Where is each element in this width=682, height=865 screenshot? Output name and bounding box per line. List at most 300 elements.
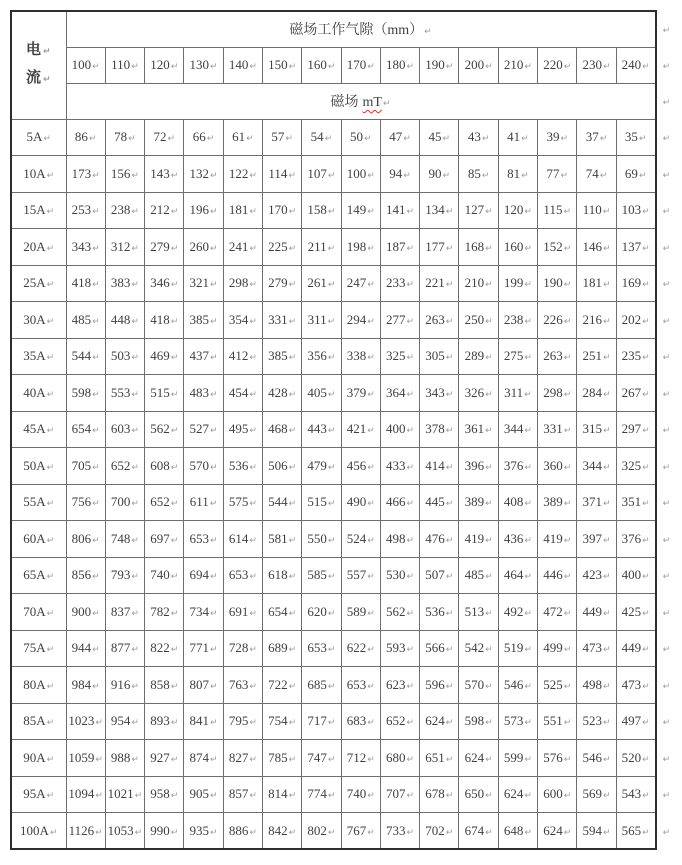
field-value-cell[interactable] [341, 521, 380, 558]
field-value-cell[interactable] [498, 302, 537, 339]
field-value-cell[interactable] [420, 594, 459, 631]
field-value-cell[interactable] [341, 667, 380, 704]
field-value-cell[interactable] [145, 229, 184, 266]
field-value-cell[interactable] [459, 302, 498, 339]
field-value-cell[interactable] [105, 375, 144, 412]
field-value-cell[interactable] [262, 229, 301, 266]
field-value-cell[interactable] [459, 630, 498, 667]
field-value-cell[interactable] [341, 119, 380, 156]
field-value-cell[interactable] [380, 338, 419, 375]
field-value-cell[interactable] [538, 302, 577, 339]
gap-column-header[interactable] [223, 47, 262, 83]
field-value-cell[interactable] [341, 740, 380, 777]
field-value-cell[interactable] [459, 375, 498, 412]
field-value-cell[interactable] [66, 156, 105, 193]
field-value-cell[interactable] [577, 338, 616, 375]
gap-title-cell[interactable] [66, 11, 656, 47]
field-value-cell[interactable] [616, 484, 655, 521]
unit-title-cell[interactable] [66, 83, 656, 119]
field-value-cell[interactable] [577, 302, 616, 339]
field-value-cell[interactable] [262, 192, 301, 229]
field-value-cell[interactable] [459, 813, 498, 850]
field-value-cell[interactable] [66, 192, 105, 229]
field-value-cell[interactable] [341, 703, 380, 740]
field-value-cell[interactable] [145, 448, 184, 485]
field-value-cell[interactable] [420, 813, 459, 850]
row-current-label[interactable] [11, 229, 66, 266]
field-value-cell[interactable] [420, 448, 459, 485]
field-value-cell[interactable] [380, 265, 419, 302]
row-current-label[interactable] [11, 302, 66, 339]
field-value-cell[interactable] [577, 448, 616, 485]
field-value-cell[interactable] [420, 740, 459, 777]
field-value-cell[interactable] [498, 265, 537, 302]
field-value-cell[interactable] [616, 594, 655, 631]
field-value-cell[interactable] [341, 375, 380, 412]
field-value-cell[interactable] [380, 302, 419, 339]
field-value-cell[interactable] [66, 776, 105, 813]
row-current-label[interactable] [11, 119, 66, 156]
field-value-cell[interactable] [498, 448, 537, 485]
field-value-cell[interactable] [577, 119, 616, 156]
field-value-cell[interactable] [341, 411, 380, 448]
field-value-cell[interactable] [223, 156, 262, 193]
field-value-cell[interactable] [341, 265, 380, 302]
field-value-cell[interactable] [302, 557, 341, 594]
field-value-cell[interactable] [223, 375, 262, 412]
field-value-cell[interactable] [223, 557, 262, 594]
field-value-cell[interactable] [184, 375, 223, 412]
field-value-cell[interactable] [262, 338, 301, 375]
field-value-cell[interactable] [538, 338, 577, 375]
field-value-cell[interactable] [223, 302, 262, 339]
field-value-cell[interactable] [302, 192, 341, 229]
field-value-cell[interactable] [66, 448, 105, 485]
field-value-cell[interactable] [184, 192, 223, 229]
field-value-cell[interactable] [459, 448, 498, 485]
field-value-cell[interactable] [105, 229, 144, 266]
field-value-cell[interactable] [223, 776, 262, 813]
gap-column-header[interactable] [184, 47, 223, 83]
field-value-cell[interactable] [577, 484, 616, 521]
field-value-cell[interactable] [66, 229, 105, 266]
field-value-cell[interactable] [302, 521, 341, 558]
field-value-cell[interactable] [223, 521, 262, 558]
field-value-cell[interactable] [577, 192, 616, 229]
field-value-cell[interactable] [577, 557, 616, 594]
field-value-cell[interactable] [145, 521, 184, 558]
field-value-cell[interactable] [498, 156, 537, 193]
field-value-cell[interactable] [498, 557, 537, 594]
field-value-cell[interactable] [380, 630, 419, 667]
gap-column-header[interactable] [616, 47, 655, 83]
row-current-label[interactable] [11, 192, 66, 229]
field-value-cell[interactable] [66, 630, 105, 667]
field-value-cell[interactable] [577, 594, 616, 631]
field-value-cell[interactable] [223, 411, 262, 448]
field-value-cell[interactable] [262, 411, 301, 448]
field-value-cell[interactable] [262, 740, 301, 777]
field-value-cell[interactable] [577, 156, 616, 193]
field-value-cell[interactable] [184, 776, 223, 813]
field-value-cell[interactable] [302, 156, 341, 193]
field-value-cell[interactable] [498, 338, 537, 375]
field-value-cell[interactable] [105, 521, 144, 558]
field-value-cell[interactable] [184, 119, 223, 156]
field-value-cell[interactable] [420, 375, 459, 412]
field-value-cell[interactable] [223, 594, 262, 631]
field-value-cell[interactable] [577, 521, 616, 558]
field-value-cell[interactable] [66, 740, 105, 777]
field-value-cell[interactable] [420, 229, 459, 266]
field-value-cell[interactable] [380, 448, 419, 485]
field-value-cell[interactable] [341, 594, 380, 631]
field-value-cell[interactable] [302, 667, 341, 704]
field-value-cell[interactable] [538, 557, 577, 594]
row-current-label[interactable] [11, 740, 66, 777]
field-value-cell[interactable] [538, 740, 577, 777]
row-current-label[interactable] [11, 521, 66, 558]
field-value-cell[interactable] [380, 813, 419, 850]
field-value-cell[interactable] [66, 484, 105, 521]
field-value-cell[interactable] [498, 740, 537, 777]
field-value-cell[interactable] [66, 703, 105, 740]
field-value-cell[interactable] [616, 265, 655, 302]
field-value-cell[interactable] [380, 776, 419, 813]
field-value-cell[interactable] [498, 630, 537, 667]
row-current-label[interactable] [11, 338, 66, 375]
field-value-cell[interactable] [262, 630, 301, 667]
field-value-cell[interactable] [341, 192, 380, 229]
field-value-cell[interactable] [66, 265, 105, 302]
field-value-cell[interactable] [498, 667, 537, 704]
field-value-cell[interactable] [145, 703, 184, 740]
field-value-cell[interactable] [616, 338, 655, 375]
field-value-cell[interactable] [66, 521, 105, 558]
field-value-cell[interactable] [184, 338, 223, 375]
field-value-cell[interactable] [66, 338, 105, 375]
field-value-cell[interactable] [420, 411, 459, 448]
field-value-cell[interactable] [420, 521, 459, 558]
field-value-cell[interactable] [105, 776, 144, 813]
field-value-cell[interactable] [105, 192, 144, 229]
field-value-cell[interactable] [498, 776, 537, 813]
field-value-cell[interactable] [577, 703, 616, 740]
field-value-cell[interactable] [145, 192, 184, 229]
field-value-cell[interactable] [184, 156, 223, 193]
field-value-cell[interactable] [184, 484, 223, 521]
field-value-cell[interactable] [420, 192, 459, 229]
field-value-cell[interactable] [459, 521, 498, 558]
field-value-cell[interactable] [538, 630, 577, 667]
field-value-cell[interactable] [184, 229, 223, 266]
field-value-cell[interactable] [105, 594, 144, 631]
field-value-cell[interactable] [302, 448, 341, 485]
field-value-cell[interactable] [302, 229, 341, 266]
field-value-cell[interactable] [145, 776, 184, 813]
field-value-cell[interactable] [341, 229, 380, 266]
field-value-cell[interactable] [145, 594, 184, 631]
field-value-cell[interactable] [105, 338, 144, 375]
gap-column-header[interactable] [420, 47, 459, 83]
field-value-cell[interactable] [538, 776, 577, 813]
row-current-label[interactable] [11, 667, 66, 704]
gap-column-header[interactable] [380, 47, 419, 83]
field-value-cell[interactable] [616, 667, 655, 704]
field-value-cell[interactable] [184, 557, 223, 594]
field-value-cell[interactable] [145, 667, 184, 704]
field-value-cell[interactable] [145, 557, 184, 594]
field-value-cell[interactable] [498, 703, 537, 740]
field-value-cell[interactable] [498, 192, 537, 229]
field-value-cell[interactable] [616, 740, 655, 777]
row-current-label[interactable] [11, 448, 66, 485]
field-value-cell[interactable] [66, 119, 105, 156]
field-value-cell[interactable] [145, 119, 184, 156]
field-value-cell[interactable] [616, 229, 655, 266]
field-value-cell[interactable] [380, 411, 419, 448]
field-value-cell[interactable] [105, 156, 144, 193]
field-value-cell[interactable] [420, 302, 459, 339]
field-value-cell[interactable] [223, 630, 262, 667]
field-value-cell[interactable] [616, 302, 655, 339]
field-value-cell[interactable] [616, 813, 655, 850]
field-value-cell[interactable] [380, 594, 419, 631]
field-value-cell[interactable] [380, 229, 419, 266]
field-value-cell[interactable] [459, 703, 498, 740]
field-value-cell[interactable] [538, 411, 577, 448]
field-value-cell[interactable] [262, 667, 301, 704]
field-value-cell[interactable] [616, 192, 655, 229]
field-value-cell[interactable] [66, 813, 105, 850]
field-value-cell[interactable] [66, 302, 105, 339]
field-value-cell[interactable] [380, 667, 419, 704]
field-value-cell[interactable] [459, 411, 498, 448]
field-value-cell[interactable] [145, 740, 184, 777]
field-value-cell[interactable] [262, 484, 301, 521]
field-value-cell[interactable] [145, 813, 184, 850]
field-value-cell[interactable] [577, 776, 616, 813]
field-value-cell[interactable] [616, 776, 655, 813]
field-value-cell[interactable] [223, 119, 262, 156]
gap-column-header[interactable] [577, 47, 616, 83]
field-value-cell[interactable] [302, 119, 341, 156]
field-value-cell[interactable] [616, 448, 655, 485]
row-current-label[interactable] [11, 630, 66, 667]
field-value-cell[interactable] [459, 156, 498, 193]
field-value-cell[interactable] [420, 776, 459, 813]
field-value-cell[interactable] [66, 667, 105, 704]
field-value-cell[interactable] [262, 302, 301, 339]
field-value-cell[interactable] [145, 411, 184, 448]
field-value-cell[interactable] [302, 740, 341, 777]
field-value-cell[interactable] [616, 156, 655, 193]
field-value-cell[interactable] [302, 302, 341, 339]
field-value-cell[interactable] [262, 448, 301, 485]
field-value-cell[interactable] [577, 265, 616, 302]
field-value-cell[interactable] [459, 667, 498, 704]
field-value-cell[interactable] [184, 448, 223, 485]
field-value-cell[interactable] [420, 156, 459, 193]
field-value-cell[interactable] [498, 521, 537, 558]
field-value-cell[interactable] [105, 302, 144, 339]
field-value-cell[interactable] [105, 813, 144, 850]
field-value-cell[interactable] [302, 776, 341, 813]
field-value-cell[interactable] [538, 813, 577, 850]
field-value-cell[interactable] [105, 703, 144, 740]
gap-column-header[interactable] [105, 47, 144, 83]
field-value-cell[interactable] [184, 740, 223, 777]
field-value-cell[interactable] [459, 557, 498, 594]
field-value-cell[interactable] [302, 703, 341, 740]
field-value-cell[interactable] [459, 776, 498, 813]
gap-column-header[interactable] [262, 47, 301, 83]
field-value-cell[interactable] [538, 484, 577, 521]
field-value-cell[interactable] [498, 484, 537, 521]
field-value-cell[interactable] [184, 265, 223, 302]
field-value-cell[interactable] [616, 375, 655, 412]
row-current-label[interactable] [11, 484, 66, 521]
field-value-cell[interactable] [262, 375, 301, 412]
field-value-cell[interactable] [145, 156, 184, 193]
field-value-cell[interactable] [341, 302, 380, 339]
field-value-cell[interactable] [498, 411, 537, 448]
field-value-cell[interactable] [498, 594, 537, 631]
field-value-cell[interactable] [341, 557, 380, 594]
field-value-cell[interactable] [538, 448, 577, 485]
field-value-cell[interactable] [498, 813, 537, 850]
field-value-cell[interactable] [302, 375, 341, 412]
field-value-cell[interactable] [420, 484, 459, 521]
field-value-cell[interactable] [184, 813, 223, 850]
field-value-cell[interactable] [105, 484, 144, 521]
field-value-cell[interactable] [262, 776, 301, 813]
field-value-cell[interactable] [341, 156, 380, 193]
field-value-cell[interactable] [341, 338, 380, 375]
field-value-cell[interactable] [577, 813, 616, 850]
field-value-cell[interactable] [538, 594, 577, 631]
field-value-cell[interactable] [105, 740, 144, 777]
field-value-cell[interactable] [341, 448, 380, 485]
field-value-cell[interactable] [380, 557, 419, 594]
field-value-cell[interactable] [538, 521, 577, 558]
field-value-cell[interactable] [302, 813, 341, 850]
field-value-cell[interactable] [459, 594, 498, 631]
field-value-cell[interactable] [105, 411, 144, 448]
field-value-cell[interactable] [184, 703, 223, 740]
field-value-cell[interactable] [184, 302, 223, 339]
field-value-cell[interactable] [184, 521, 223, 558]
field-value-cell[interactable] [616, 119, 655, 156]
field-value-cell[interactable] [223, 338, 262, 375]
row-current-label[interactable] [11, 813, 66, 850]
field-value-cell[interactable] [145, 265, 184, 302]
field-value-cell[interactable] [184, 411, 223, 448]
row-current-label[interactable] [11, 265, 66, 302]
field-value-cell[interactable] [616, 521, 655, 558]
field-value-cell[interactable] [145, 375, 184, 412]
row-current-label[interactable] [11, 557, 66, 594]
field-value-cell[interactable] [262, 813, 301, 850]
field-value-cell[interactable] [380, 119, 419, 156]
field-value-cell[interactable] [420, 338, 459, 375]
field-value-cell[interactable] [302, 484, 341, 521]
field-value-cell[interactable] [184, 630, 223, 667]
field-value-cell[interactable] [105, 265, 144, 302]
field-value-cell[interactable] [498, 119, 537, 156]
row-current-label[interactable] [11, 703, 66, 740]
field-value-cell[interactable] [380, 375, 419, 412]
field-value-cell[interactable] [459, 265, 498, 302]
field-value-cell[interactable] [223, 265, 262, 302]
field-value-cell[interactable] [577, 740, 616, 777]
field-value-cell[interactable] [302, 265, 341, 302]
field-value-cell[interactable] [459, 740, 498, 777]
gap-column-header[interactable] [538, 47, 577, 83]
field-value-cell[interactable] [145, 338, 184, 375]
field-value-cell[interactable] [223, 192, 262, 229]
field-value-cell[interactable] [616, 630, 655, 667]
gap-column-header[interactable] [66, 47, 105, 83]
field-value-cell[interactable] [262, 703, 301, 740]
field-value-cell[interactable] [262, 521, 301, 558]
field-value-cell[interactable] [262, 119, 301, 156]
field-value-cell[interactable] [341, 813, 380, 850]
field-value-cell[interactable] [184, 594, 223, 631]
field-value-cell[interactable] [302, 411, 341, 448]
field-value-cell[interactable] [420, 667, 459, 704]
field-value-cell[interactable] [380, 703, 419, 740]
field-value-cell[interactable] [262, 557, 301, 594]
field-value-cell[interactable] [262, 156, 301, 193]
field-value-cell[interactable] [577, 411, 616, 448]
field-value-cell[interactable] [459, 338, 498, 375]
field-value-cell[interactable] [380, 740, 419, 777]
field-value-cell[interactable] [420, 557, 459, 594]
row-current-label[interactable] [11, 375, 66, 412]
field-value-cell[interactable] [538, 156, 577, 193]
field-value-cell[interactable] [145, 302, 184, 339]
field-value-cell[interactable] [341, 484, 380, 521]
field-value-cell[interactable] [66, 411, 105, 448]
field-value-cell[interactable] [66, 557, 105, 594]
field-value-cell[interactable] [380, 156, 419, 193]
field-value-cell[interactable] [262, 594, 301, 631]
field-value-cell[interactable] [538, 229, 577, 266]
gap-column-header[interactable] [145, 47, 184, 83]
field-value-cell[interactable] [380, 192, 419, 229]
field-value-cell[interactable] [459, 229, 498, 266]
field-value-cell[interactable] [66, 594, 105, 631]
row-current-label[interactable] [11, 156, 66, 193]
field-value-cell[interactable] [105, 667, 144, 704]
field-value-cell[interactable] [302, 594, 341, 631]
field-value-cell[interactable] [616, 557, 655, 594]
field-value-cell[interactable] [380, 521, 419, 558]
field-value-cell[interactable] [459, 192, 498, 229]
field-value-cell[interactable] [498, 229, 537, 266]
row-current-label[interactable] [11, 411, 66, 448]
field-value-cell[interactable] [616, 411, 655, 448]
field-value-cell[interactable] [302, 338, 341, 375]
field-value-cell[interactable] [577, 375, 616, 412]
field-value-cell[interactable] [616, 703, 655, 740]
field-value-cell[interactable] [105, 119, 144, 156]
field-value-cell[interactable] [223, 667, 262, 704]
field-value-cell[interactable] [66, 375, 105, 412]
current-axis-header-cell[interactable] [11, 11, 66, 119]
field-value-cell[interactable] [538, 703, 577, 740]
